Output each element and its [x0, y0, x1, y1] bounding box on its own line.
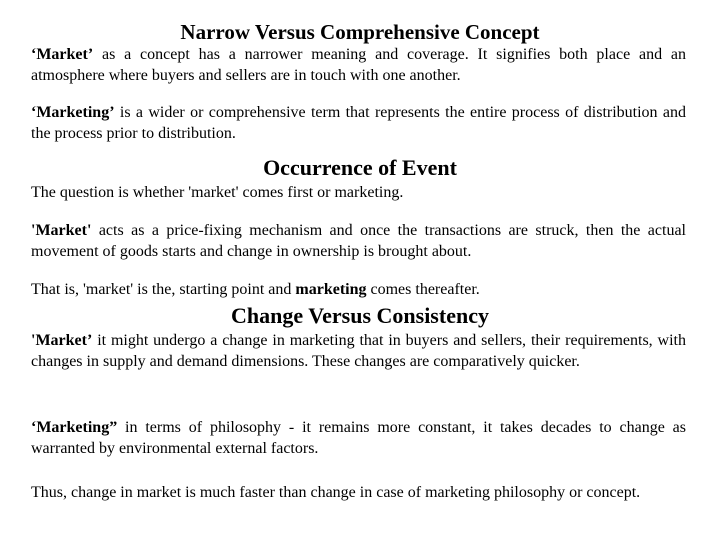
paragraph-text: Thus, change in market is much faster than change in case of marketing philosophy or concept.: [31, 484, 641, 501]
term-market: 'Market’: [31, 332, 93, 349]
paragraph-question: [31, 182, 686, 203]
term-marketing: ‘Marketing’: [31, 104, 115, 121]
paragraph-market-price-fixing: [31, 220, 686, 262]
paragraph-text: The question is whether 'market' comes first or marketing.: [31, 184, 404, 201]
term-marketing: marketing: [295, 281, 367, 298]
heading-narrow-vs-comprehensive: Narrow Versus Comprehensive Concept: [180, 20, 540, 44]
term-market: ‘Market’: [31, 46, 94, 63]
paragraph-text: is a wider or comprehensive term that represents the entire process of distribution and the process prior to distribution.: [31, 104, 686, 142]
paragraph-text: in terms of philosophy - it remains more constant, it takes decades to change as warranted by environmental external factors.: [31, 419, 686, 457]
heading-occurrence-of-event: Occurrence of Event: [263, 155, 457, 180]
paragraph-text-prefix: That is, 'market' is the, starting point and: [31, 281, 296, 298]
paragraph-market-change: [31, 330, 686, 372]
paragraph-marketing-concept: [31, 102, 686, 144]
paragraph-conclusion: [31, 482, 686, 503]
paragraph-starting-point: [31, 279, 686, 300]
term-market: 'Market': [31, 222, 92, 239]
term-marketing: ‘Marketing”: [31, 419, 118, 436]
paragraph-text: acts as a price-fixing mechanism and once the transactions are struck, then the actual movement of goods starts and change in ownership is brought about.: [31, 222, 686, 260]
paragraph-text: comes thereafter.: [366, 281, 480, 298]
paragraph-text: as a concept has a narrower meaning and coverage. It signifies both place and an atmosphere where buyers and sellers are in touch with one another.: [31, 46, 686, 84]
paragraph-market-concept: [31, 44, 686, 86]
paragraph-marketing-philosophy: [31, 417, 686, 459]
paragraph-text: it might undergo a change in marketing that in buyers and sellers, their requirements, with changes in supply and demand dimensions. These changes are comparatively quicker.: [31, 332, 686, 370]
heading-change-vs-consistency: Change Versus Consistency: [231, 303, 489, 328]
